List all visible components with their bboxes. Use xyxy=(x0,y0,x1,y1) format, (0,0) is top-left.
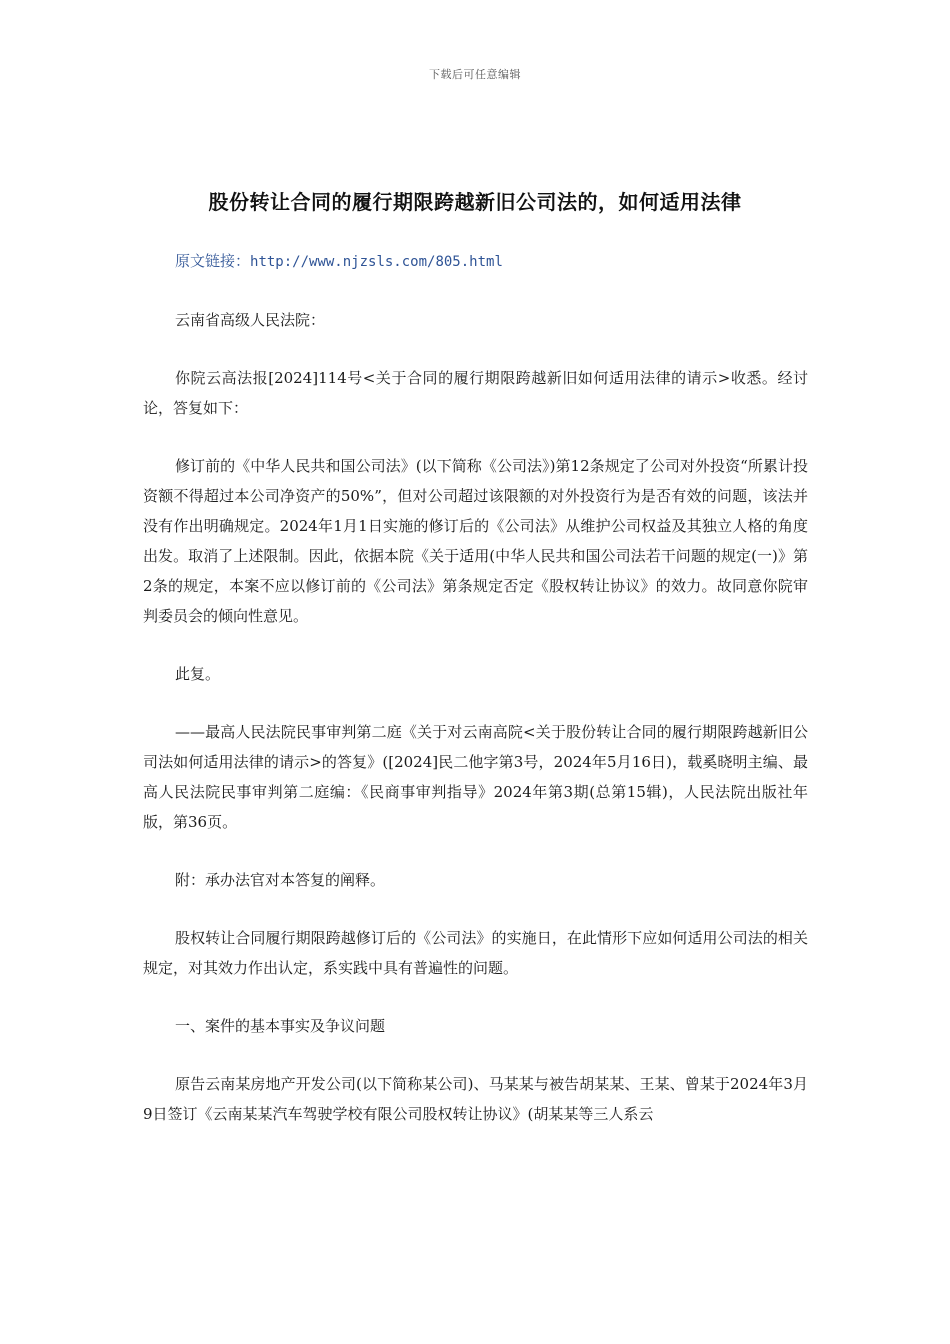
paragraph-facts: 原告云南某房地产开发公司(以下简称某公司)、马某某与被告胡某某、王某、曾某于2024年3月9日签订《云南某某汽车驾驶学校有限公司股权转让协议》(胡某某等三人系云 xyxy=(143,1075,808,1123)
document-body xyxy=(143,246,808,1157)
paragraph-reasoning: 修订前的《中华人民共和国公司法》(以下简称《公司法》)第12条规定了公司对外投资“所累计投资额不得超过本公司净资产的50%”，但对公司超过该限额的对外投资行为是否有效的问题，该法并没有作出明确规定。2024年1月1日实施的修订后的《公司法》从维护公司权益及其独立人格的角度出发。取消了上述限制。因此，依据本院《关于适用(中华人民共和国公司法若干问题的规定(一)》第2条的规定，本案不应以修订前的《公司法》第条规定否定《股权转让协议》的效力。故同意你院审判委员会的倾向性意见。 xyxy=(143,457,808,625)
paragraph-acknowledgement: 你院云高法报[2024]114号<关于合同的履行期限跨越新旧如何适用法律的请示>收悉。经讨论，答复如下： xyxy=(143,369,808,417)
header-note: 下载后可任意编辑 xyxy=(429,68,521,81)
source-url-link[interactable]: http://www.njzsls.com/805.html xyxy=(250,254,503,270)
source-link-line xyxy=(143,246,808,277)
paragraph-closing: 此复。 xyxy=(175,665,221,683)
paragraph-issue-intro: 股权转让合同履行期限跨越修订后的《公司法》的实施日，在此情形下应如何适用公司法的相关规定，对其效力作出认定，系实践中具有普遍性的问题。 xyxy=(143,929,808,977)
section-heading: 一、案件的基本事实及争议问题 xyxy=(175,1017,386,1035)
document-title: 股份转让合同的履行期限跨越新旧公司法的，如何适用法律 xyxy=(208,190,742,214)
paragraph-citation: ——最高人民法院民事审判第二庭《关于对云南高院<关于股份转让合同的履行期限跨越新旧公司法如何适用法律的请示>的答复》([2024]民二他字第3号，2024年5月16日)，载奚晓明主编、最高人民法院民事审判第二庭编：《民商事审判指导》2024年第3期(总第15辑)，人民法院出版社年版，第36页。 xyxy=(143,723,808,831)
paragraph-addressee: 云南省高级人民法院： xyxy=(175,311,326,329)
paragraph-appendix-note: 附：承办法官对本答复的阐释。 xyxy=(175,871,386,889)
source-label: 原文链接： xyxy=(175,252,251,270)
